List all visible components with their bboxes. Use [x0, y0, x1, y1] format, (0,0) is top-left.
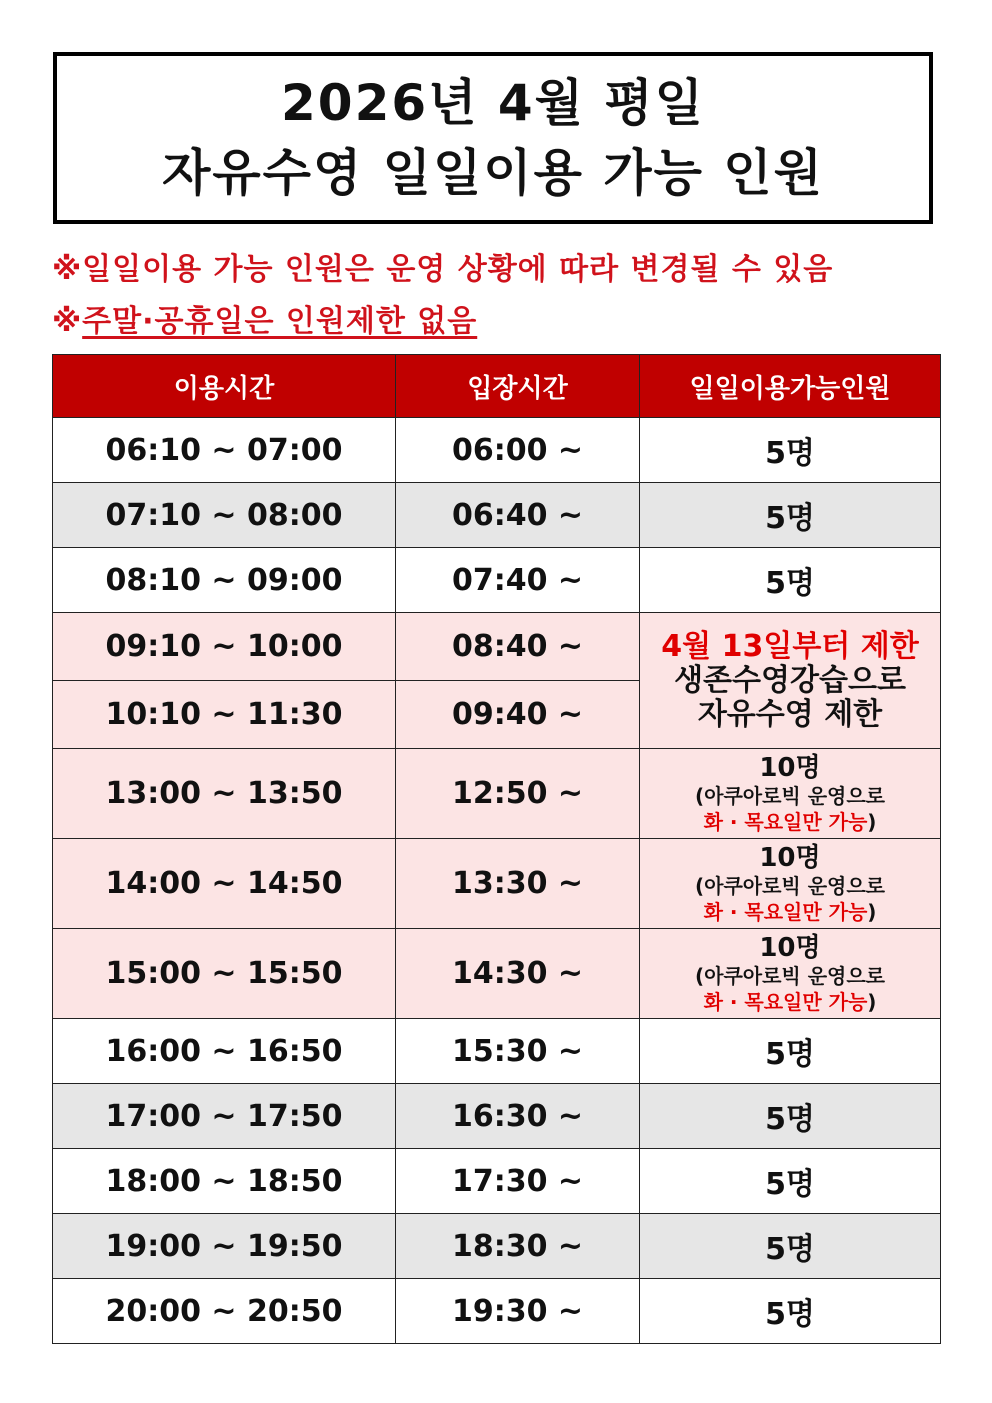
- capacity-cell: [640, 839, 941, 929]
- capacity-note: [640, 963, 940, 1015]
- restriction-reason-text: 생존수영강습으로: [674, 662, 906, 698]
- table-row: [53, 929, 941, 1019]
- entry-time-cell: 18:30 ~: [396, 1214, 640, 1279]
- table-row: [53, 839, 941, 929]
- restriction-effect-text: 자유수영 제한: [697, 696, 883, 732]
- table-row: [53, 613, 941, 681]
- capacity-note: [640, 783, 940, 835]
- header-entry-time: 입장시간: [396, 355, 640, 418]
- use-time-cell: 08:10 ~ 09:00: [53, 548, 396, 613]
- use-time-cell: 14:00 ~ 14:50: [53, 839, 396, 929]
- table-row: [53, 1084, 941, 1149]
- use-time-cell: 15:00 ~ 15:50: [53, 929, 396, 1019]
- title-line-2: 자유수영 일일이용 가능 인원: [162, 144, 824, 202]
- entry-time-cell: 09:40 ~: [396, 681, 640, 749]
- table-row: [53, 1214, 941, 1279]
- entry-time-cell: 13:30 ~: [396, 839, 640, 929]
- capacity-cell: 5명: [640, 548, 941, 613]
- capacity-cell: 5명: [640, 1084, 941, 1149]
- capacity-cell: 5명: [640, 1149, 941, 1214]
- entry-time-cell: 15:30 ~: [396, 1019, 640, 1084]
- capacity-note-close: ): [867, 899, 877, 924]
- capacity-note-close: ): [867, 989, 877, 1014]
- table-row: [53, 1019, 941, 1084]
- table-row: [53, 1279, 941, 1344]
- capacity-note-days: 화 · 목요일만 가능: [703, 989, 868, 1014]
- entry-time-cell: 06:40 ~: [396, 483, 640, 548]
- capacity-cell: 5명: [640, 1214, 941, 1279]
- table-row: [53, 418, 941, 483]
- capacity-note-text: (아쿠아로빅 운영으로: [695, 873, 885, 898]
- entry-time-cell: 19:30 ~: [396, 1279, 640, 1344]
- capacity-note-close: ): [867, 809, 877, 834]
- capacity-cell: [640, 749, 941, 839]
- entry-time-cell: 07:40 ~: [396, 548, 640, 613]
- entry-time-cell: 08:40 ~: [396, 613, 640, 681]
- capacity-note-text: (아쿠아로빅 운영으로: [695, 963, 885, 988]
- header-capacity: 일일이용가능인원: [640, 355, 941, 418]
- notice-weekend-text: 주말·공휴일은 인원제한 없음: [82, 304, 478, 339]
- capacity-value: 10명: [759, 752, 821, 783]
- capacity-cell: 5명: [640, 418, 941, 483]
- entry-time-cell: 06:00 ~: [396, 418, 640, 483]
- use-time-cell: 07:10 ~ 08:00: [53, 483, 396, 548]
- entry-time-cell: 14:30 ~: [396, 929, 640, 1019]
- table-header-row: [53, 355, 941, 418]
- capacity-note-days: 화 · 목요일만 가능: [703, 899, 868, 924]
- table-row: [53, 1149, 941, 1214]
- notice-weekend: [52, 296, 477, 340]
- notice-capacity-change: ※일일이용 가능 인원은 운영 상황에 따라 변경될 수 있음: [52, 252, 834, 287]
- use-time-cell: 10:10 ~ 11:30: [53, 681, 396, 749]
- restriction-note-cell: [640, 613, 941, 749]
- capacity-cell: 5명: [640, 1279, 941, 1344]
- use-time-cell: 06:10 ~ 07:00: [53, 418, 396, 483]
- schedule-table: [52, 354, 941, 1344]
- capacity-cell: [640, 929, 941, 1019]
- capacity-cell: 5명: [640, 483, 941, 548]
- capacity-note-text: (아쿠아로빅 운영으로: [695, 783, 885, 808]
- capacity-note: [640, 873, 940, 925]
- header-use-time: 이용시간: [53, 355, 396, 418]
- title-line-1: 2026년 4월 평일: [281, 74, 705, 132]
- restriction-start-text: 4월 13일부터 제한: [661, 628, 919, 664]
- use-time-cell: 13:00 ~ 13:50: [53, 749, 396, 839]
- capacity-value: 10명: [759, 842, 821, 873]
- notice-mark: ※: [52, 304, 83, 339]
- use-time-cell: 17:00 ~ 17:50: [53, 1084, 396, 1149]
- capacity-note-days: 화 · 목요일만 가능: [703, 809, 868, 834]
- use-time-cell: 19:00 ~ 19:50: [53, 1214, 396, 1279]
- use-time-cell: 20:00 ~ 20:50: [53, 1279, 396, 1344]
- use-time-cell: 18:00 ~ 18:50: [53, 1149, 396, 1214]
- use-time-cell: 16:00 ~ 16:50: [53, 1019, 396, 1084]
- capacity-value: 10명: [759, 932, 821, 963]
- entry-time-cell: 16:30 ~: [396, 1084, 640, 1149]
- entry-time-cell: 17:30 ~: [396, 1149, 640, 1214]
- table-row: [53, 548, 941, 613]
- use-time-cell: 09:10 ~ 10:00: [53, 613, 396, 681]
- table-row: [53, 483, 941, 548]
- capacity-cell: 5명: [640, 1019, 941, 1084]
- table-row: [53, 749, 941, 839]
- title-box: [53, 52, 933, 224]
- entry-time-cell: 12:50 ~: [396, 749, 640, 839]
